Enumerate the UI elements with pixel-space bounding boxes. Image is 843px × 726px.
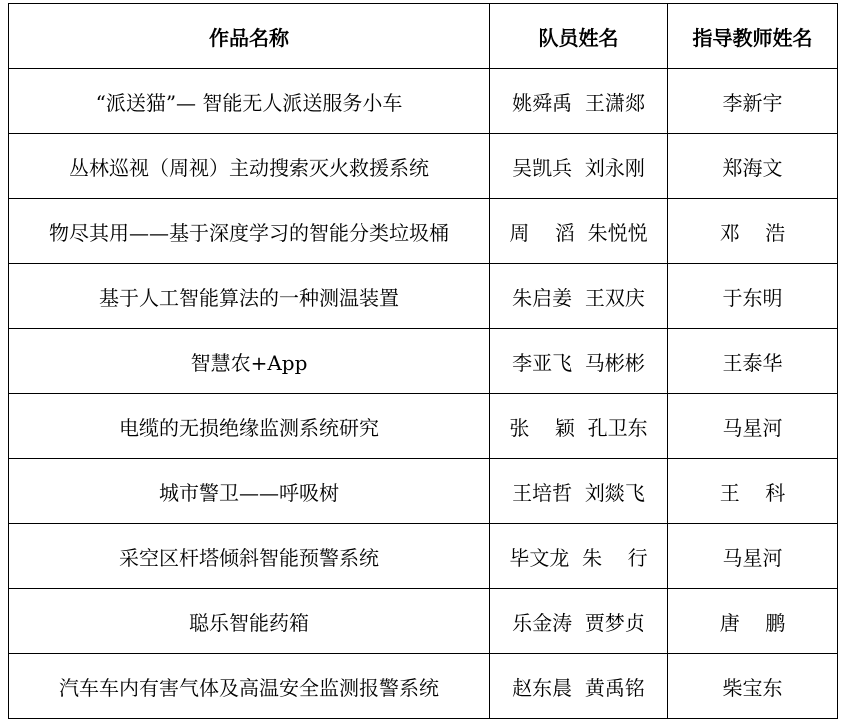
- cell-work-name: 采空区杆塔倾斜智能预警系统: [9, 524, 490, 589]
- cell-work-name: 电缆的无损绝缘监测系统研究: [9, 394, 490, 459]
- cell-work-name: 城市警卫——呼吸树: [9, 459, 490, 524]
- cell-work-name: 丛林巡视（周视）主动搜索灭火救援系统: [9, 134, 490, 199]
- cell-advisor-name: 邓 浩: [668, 199, 838, 264]
- cell-member-names: 张 颖 孔卫东: [490, 394, 668, 459]
- award-table: [8, 3, 838, 719]
- cell-member-names: 王培哲 刘燚飞: [490, 459, 668, 524]
- cell-member-names: 毕文龙 朱 行: [490, 524, 668, 589]
- cell-work-name: 物尽其用——基于深度学习的智能分类垃圾桶: [9, 199, 490, 264]
- cell-member-names: 赵东晨 黄禹铭: [490, 654, 668, 719]
- table-row: [9, 394, 838, 459]
- table-row: [9, 589, 838, 654]
- cell-work-name: “派送猫”— 智能无人派送服务小车: [9, 69, 490, 134]
- table-row: [9, 654, 838, 719]
- cell-member-names: 乐金涛 贾梦贞: [490, 589, 668, 654]
- header-work-name: 作品名称: [9, 4, 490, 69]
- cell-advisor-name: 马星河: [668, 394, 838, 459]
- cell-advisor-name: 于东明: [668, 264, 838, 329]
- cell-advisor-name: 王 科: [668, 459, 838, 524]
- table-row: [9, 524, 838, 589]
- table-row: [9, 459, 838, 524]
- cell-member-names: 李亚飞 马彬彬: [490, 329, 668, 394]
- cell-advisor-name: 柴宝东: [668, 654, 838, 719]
- cell-member-names: 周 滔 朱悦悦: [490, 199, 668, 264]
- cell-work-name: 智慧农+App: [9, 329, 490, 394]
- cell-work-name: 聪乐智能药箱: [9, 589, 490, 654]
- cell-work-name: 汽车车内有害气体及高温安全监测报警系统: [9, 654, 490, 719]
- header-advisor-name: 指导教师姓名: [668, 4, 838, 69]
- table-row: [9, 329, 838, 394]
- cell-advisor-name: 李新宇: [668, 69, 838, 134]
- cell-member-names: 朱启姜 王双庆: [490, 264, 668, 329]
- table-header-row: [9, 4, 838, 69]
- table-row: [9, 134, 838, 199]
- cell-work-name: 基于人工智能算法的一种测温装置: [9, 264, 490, 329]
- cell-advisor-name: 郑海文: [668, 134, 838, 199]
- cell-member-names: 吴凯兵 刘永刚: [490, 134, 668, 199]
- header-member-names: 队员姓名: [490, 4, 668, 69]
- cell-advisor-name: 王泰华: [668, 329, 838, 394]
- cell-member-names: 姚舜禹 王潇郯: [490, 69, 668, 134]
- table-row: [9, 69, 838, 134]
- cell-advisor-name: 马星河: [668, 524, 838, 589]
- cell-advisor-name: 唐 鹏: [668, 589, 838, 654]
- table-row: [9, 264, 838, 329]
- table-row: [9, 199, 838, 264]
